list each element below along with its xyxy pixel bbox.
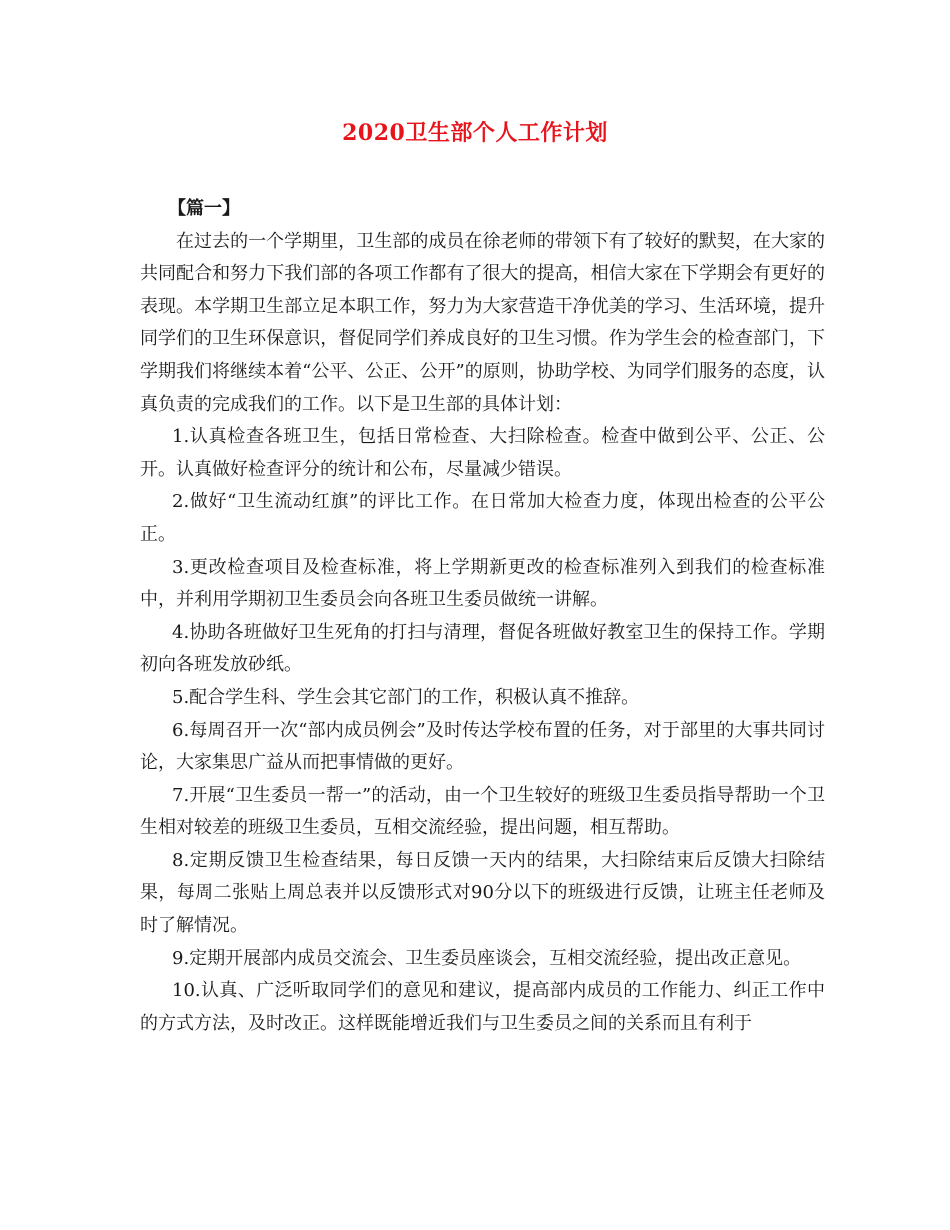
plan-item-6: 6.每周召开一次“部内成员例会”及时传达学校布置的任务，对于部里的大事共同讨论，大家集思广益从而把事情做的更好。	[140, 719, 825, 774]
plan-item-5: 5.配合学生科、学生会其它部门的工作，积极认真不推辞。	[172, 686, 640, 708]
section-label: 【篇一】	[168, 198, 240, 219]
plan-item-3: 3.更改检查项目及检查标准，将上学期新更改的检查标准列入到我们的检查标准中，并利用学期初卫生委员会向各班卫生委员做统一讲解。	[140, 556, 825, 611]
plan-item-7: 7.开展“卫生委员一帮一”的活动，由一个卫生较好的班级卫生委员指导帮助一个卫生相对较差的班级卫生委员，互相交流经验，提出问题，相互帮助。	[140, 784, 825, 839]
document-body	[140, 193, 825, 1040]
plan-item-1: 1.认真检查各班卫生，包括日常检查、大扫除检查。检查中做到公平、公正、公开。认真做好检查评分的统计和公布，尽量减少错误。	[140, 426, 825, 480]
plan-item-8: 8.定期反馈卫生检查结果，每日反馈一天内的结果，大扫除结束后反馈大扫除结果，每周二张贴上周总表并以反馈形式对90分以下的班级进行反馈，让班主任老师及时了解情况。	[140, 849, 825, 937]
intro-paragraph: 在过去的一个学期里，卫生部的成员在徐老师的带领下有了较好的默契，在大家的共同配合和努力下我们部的各项工作都有了很大的提高，相信大家在下学期会有更好的表现。本学期卫生部立足本职工作，努力为大家营造干净优美的学习、生活环境，提升同学们的卫生环保意识，督促同学们养成良好的卫生习惯。作为学生会的检查部门，下学期我们将继续本着“公平、公正、公开”的原则，协助学校、为同学们服务的态度，认真负责的完成我们的工作。以下是卫生部的具体计划：	[140, 230, 825, 415]
plan-item-2: 2.做好“卫生流动红旗”的评比工作。在日常加大检查力度，体现出检查的公平公正。	[140, 491, 825, 545]
plan-item-4: 4.协助各班做好卫生死角的打扫与清理，督促各班做好教室卫生的保持工作。学期初向各班发放砂纸。	[140, 621, 825, 676]
plan-item-10: 10.认真、广泛听取同学们的意见和建议，提高部内成员的工作能力、纠正工作中的方式方法，及时改正。这样既能增近我们与卫生委员之间的关系而且有利于	[140, 980, 825, 1034]
plan-item-9: 9.定期开展部内成员交流会、卫生委员座谈会，互相交流经验，提出改正意见。	[172, 947, 802, 969]
document-title: 2020卫生部个人工作计划	[342, 120, 608, 146]
